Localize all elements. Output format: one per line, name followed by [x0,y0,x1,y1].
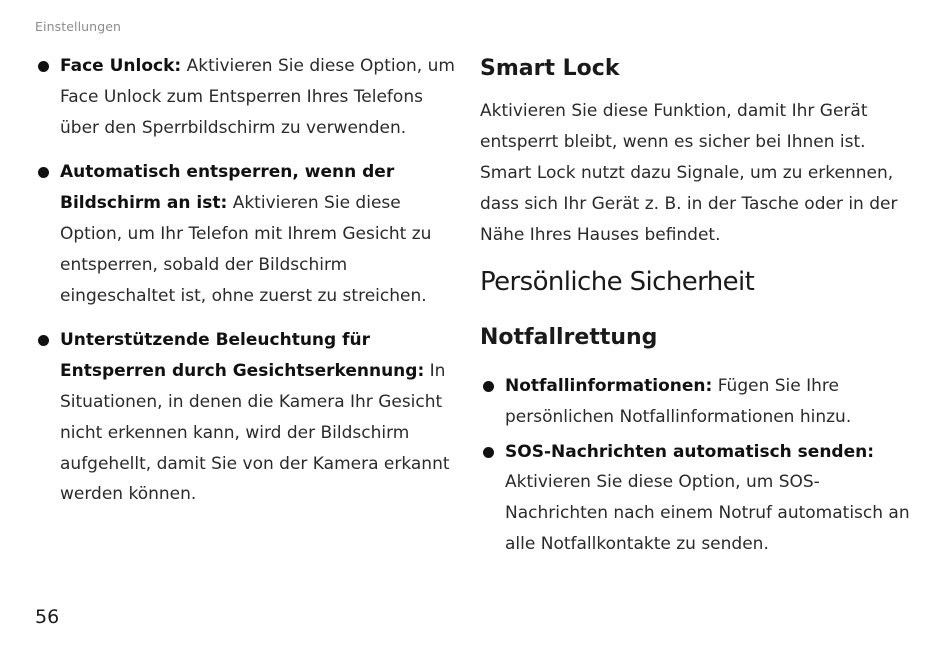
bullet-face-unlock [35,51,460,143]
smart-lock-body: Aktivieren Sie diese Funktion, damit Ihr Gerät entsperrt bleibt, wenn es sicher bei Ihnen ist. Smart Lock nutzt dazu Signale, um zu erkennen, dass sich Ihr Gerät z. B. in der Tasche oder in der Nähe Ihres Hauses befindet. [480,101,898,245]
left-column [35,51,460,524]
page-number: 56 [35,606,60,628]
smart-lock-heading: Smart Lock [480,56,620,81]
bullet-dot-icon [483,381,494,392]
bullet-term: Notfallinformationen: [505,376,713,396]
section-heading-personal-safety: Persönliche Sicherheit [480,267,755,297]
bullet-auto-unlock [35,157,460,311]
bullet-term: Automatisch entsperren, wenn der Bildschirm an ist: [60,162,395,214]
bullet-emergency-info [480,371,920,433]
bullet-text: In Situationen, in denen die Kamera Ihr Gesicht nicht erkennen kann, wird der Bildschirm aufgehellt, damit Sie von der Kamera erkannt werden können. [60,361,450,505]
bullet-dot-icon [38,335,49,346]
bullet-assist-lighting [35,325,460,510]
running-header: Einstellungen [35,19,122,34]
bullet-text: Aktivieren Sie diese Option, um Face Unlock zum Entsperren Ihres Telefons über den Sperrbildschirm zu verwenden. [60,56,455,138]
bullet-text: Fügen Sie Ihre persönlichen Notfallinformationen hinzu. [505,376,852,427]
right-column [480,51,920,564]
bullet-dot-icon [38,167,49,178]
bullet-dot-icon [483,447,494,458]
emergency-heading: Notfallrettung [480,325,658,350]
bullet-sos-messages [480,437,920,560]
bullet-term: Face Unlock: [60,56,182,76]
bullet-text: Aktivieren Sie diese Option, um Ihr Telefon mit Ihrem Gesicht zu entsperren, sobald der Bildschirm eingeschaltet ist, ohne zuerst zu streichen. [60,193,432,306]
bullet-term: SOS-Nachrichten automatisch senden: [505,441,875,462]
bullet-dot-icon [38,61,49,72]
bullet-term: Unterstützende Beleuchtung für Entsperren durch Gesichtserkennung: [60,330,425,382]
bullet-text: Aktivieren Sie diese Option, um SOS-Nachrichten nach einem Notruf automatisch an alle Notfallkontakte zu senden. [505,472,910,554]
